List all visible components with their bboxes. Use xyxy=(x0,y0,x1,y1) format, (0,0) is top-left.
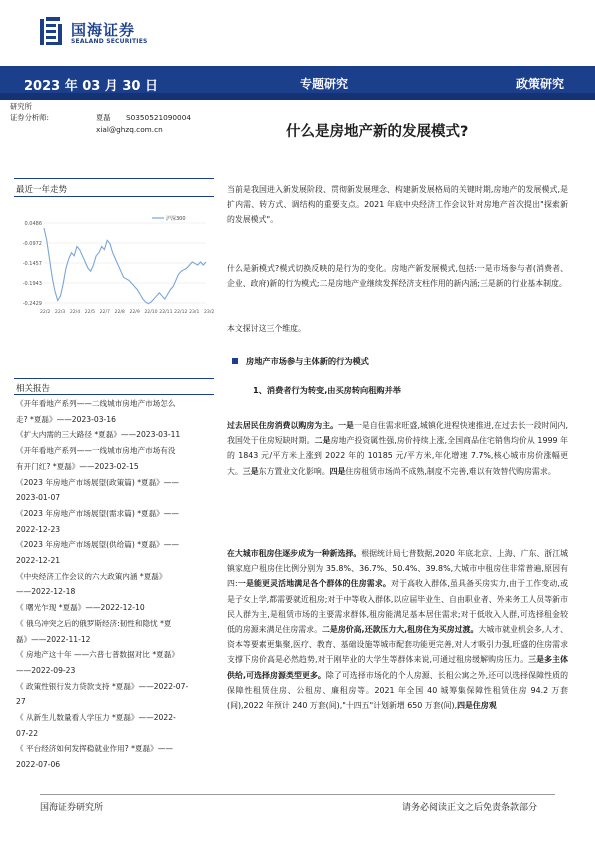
chart-y-tick-label: -0.1943 xyxy=(22,280,42,287)
footer-disclaimer: 请务必阅读正文之后免责条款部分 xyxy=(402,803,538,813)
analyst-label: 证券分析师: xyxy=(10,113,49,122)
report-date: 2023 年 03 月 30 日 xyxy=(24,79,158,94)
brand-logo xyxy=(40,17,160,49)
chart-x-tick-label: 23/2 xyxy=(204,310,214,315)
related-report-line: 《 曙光乍现 *夏磊》——2022-12-10 xyxy=(16,603,145,613)
related-report-line: 《 从新生儿数量看人学压力 *夏磊》——2022- xyxy=(16,713,176,722)
sidebar-rule-trend xyxy=(14,196,214,197)
p4-third-point: 东方置业文化影响。 xyxy=(258,466,330,476)
intro-paragraph: 当前是我国进入新发展阶段、贯彻新发展理念、构建新发展格局的关键时期,房地产的发展模式,是扩内需、转方式、调结构的重要支点。2021 年底中央经济工作会议针对房地产首次提出"探索新的发展模式"。 xyxy=(227,185,568,225)
chart-x-tick-label: 22/12 xyxy=(174,310,188,315)
p4-third-point-lead: 三是 xyxy=(242,466,259,476)
p4-first-point: 一是自住需求旺盛,城镇化进程快速推进,在过去长一段时间内,我国处于住房短缺时期。 xyxy=(227,421,568,446)
related-report-line: 2022-07-06 xyxy=(16,760,61,770)
section-bullet-icon xyxy=(232,358,238,364)
p5-first-point-lead: 一是能更灵活地满足各个群体的住房需求。 xyxy=(237,579,391,589)
brand-name-en: SEALAND SECURITIES xyxy=(71,38,148,45)
p5-third-point: 除了可选择市场化的个人房源、长租公寓之外,还可以选择保障性质的保障性租赁住房、公租房、廉租房等。2021 年全国 40 城筹集保障性租赁住房 94.2 万套(间),2022 年预计 240 万套(间),"十四五"计划新增 650 万套(间), xyxy=(227,670,568,711)
related-report-line: 《 俄乌冲突之后的俄罗斯经济:韧性和隐忧 *夏 xyxy=(16,618,172,628)
chart-y-tick-label: -0.2429 xyxy=(22,300,42,307)
chart-x-tick-label: 22/10 xyxy=(144,310,158,315)
related-report-line: 2022-12-21 xyxy=(16,556,61,565)
chart-y-tick-label: -0.0972 xyxy=(22,240,42,247)
chart-x-tick-label: 22/5 xyxy=(84,310,96,315)
paragraph-3: 本文探讨这三个维度。 xyxy=(227,324,306,333)
analyst-email[interactable]: xial@ghzq.com.cn xyxy=(96,125,163,134)
p5-second-point-lead: 二是房价高,还款压力大,租房住为买房过渡。 xyxy=(321,625,479,635)
p5-fourth-point-lead: 四是住房观 xyxy=(457,701,497,711)
footer-rule xyxy=(40,794,555,795)
chart-x-tick-label: 22/8 xyxy=(114,310,125,315)
report-category: 政策研究 xyxy=(516,77,565,91)
p5-second-point: 大城市就业机会多,人才、资本等要素更集聚,医疗、教育、基础设施等城市配套功能更完善,对人才吸引力强,旺盛的住房需求支撑下房价高是必然趋势,对于刚毕业的大学生等群体来说,可通过租房缓解购房压力。 xyxy=(227,625,568,665)
related-report-line: 2023-01-07 xyxy=(16,493,61,503)
related-report-line: 《2023 年房地产市场展望(需求篇) *夏磊》—— xyxy=(16,508,179,518)
chart-x-tick-label: 22/2 xyxy=(40,310,51,315)
related-report-line: 磊》——2022-11-12 xyxy=(16,634,91,644)
related-report-line: 27 xyxy=(16,697,26,707)
sidebar-rule-related-bottom xyxy=(14,394,214,395)
sub-heading: 1、消费者行为转变,由买房转向租购并举 xyxy=(253,385,401,395)
related-report-line: 《开年看地产系列——二线城市房地产市场怎么 xyxy=(16,399,176,408)
paragraph-2: 什么是新模式?模式切换反映的是行为的变化。房地产新发展模式,包括:一是市场参与者(消费者、企业、政府)新的行为模式;二是房地产业继续发挥经济支柱作用的新内涵;三是新的行业基本制度。 xyxy=(227,264,568,289)
related-report-line: ——2022-12-18 xyxy=(16,587,76,597)
chart-grid xyxy=(44,223,206,303)
p5-lead: 在大城市租房住逐步成为一种新选择。 xyxy=(227,549,362,558)
related-report-line: 《2023 年房地产市场展望(政策篇) *夏磊》—— xyxy=(16,477,179,487)
chart-y-ticks xyxy=(23,221,42,307)
brand-name-cn: 国海证券 xyxy=(71,21,136,39)
p4-first-point-lead: 一是 xyxy=(338,421,354,430)
p4-lead: 过去居民住房消费以购房为主。 xyxy=(227,421,339,430)
analyst-name: 夏磊 xyxy=(96,113,111,122)
series-line-hs300 xyxy=(44,228,206,304)
trend-title: 最近一年走势 xyxy=(16,185,68,195)
p4-fourth-point-lead: 四是 xyxy=(329,466,346,476)
p4-second-point-lead: 二是 xyxy=(314,436,331,446)
related-report-line: 《开年看地产系列——一线城市房地产市场有没 xyxy=(16,446,176,456)
chart-x-tick-label: 22/4 xyxy=(69,310,81,315)
p4-fourth-point: 住房租赁市场尚不成熟,制度不完善,难以有效替代购房需求。 xyxy=(345,466,556,476)
sidebar-rule-top xyxy=(14,178,214,179)
related-report-line: 《 平台经济如何发挥稳就业作用? *夏磊》—— xyxy=(16,744,173,754)
related-report-line: 《2023 年房地产市场展望(供给篇) *夏磊》—— xyxy=(16,540,179,550)
footer-org: 国海证券研究所 xyxy=(40,803,104,813)
related-report-line: ——2022-09-23 xyxy=(16,665,76,675)
section-heading: 房地产市场参与主体新的行为模式 xyxy=(246,356,369,366)
p4-second-point: 房地产投资属性强,房价持续上涨,全国商品住宅销售均价从 1999 年的 1843 元/平方米上涨到 2022 年的 10185 元/平方米,年化增速 7.7%,核心城市房价涨幅更大。 xyxy=(227,436,568,476)
p5-third-point-lead: 三是多主体供给,可选择房源类型更多。 xyxy=(227,655,568,680)
related-report-line: 《 政策性银行发力贷款支持 *夏磊》——2022-07- xyxy=(16,681,189,691)
related-report-line: 走? *夏磊》——2023-03-16 xyxy=(16,414,116,424)
related-report-line: 07-22 xyxy=(16,728,39,738)
sidebar-rule-related xyxy=(14,378,214,379)
chart-x-ticks xyxy=(40,309,214,315)
org-label: 研究所 xyxy=(10,102,32,111)
paragraph-4 xyxy=(227,418,568,479)
related-report-line: 《 房地产这十年 ——六普七普数据对比 *夏磊》 xyxy=(16,650,179,660)
chart-x-tick-label: 22/9 xyxy=(129,310,140,315)
related-report-line: 《中央经济工作会议的六大政策内涵 *夏磊》 xyxy=(16,571,167,581)
chart-x-tick-label: 22/11 xyxy=(159,310,173,315)
paragraph-5 xyxy=(227,546,568,713)
logo-mark-icon xyxy=(40,17,66,47)
header-banner-stripe xyxy=(0,93,595,100)
p5-first-point: 对于高收入群体,虽具备买房实力,由于工作变动,或是子女上学,都需要就近租房;对于中等收入群体,以应届毕业生、自由职业者、外来务工人员等新市民人群为主,是租赁市场的主要需求群体,租房能满足基本居住需求;对于低收入人群,可选择租金较低的房源来满足住房需求。 xyxy=(227,579,568,635)
related-report-line: 2022-12-23 xyxy=(16,524,61,534)
chart-x-tick-label: 22/3 xyxy=(54,310,66,315)
related-report-line: 有开门红? *夏磊》——2023-02-15 xyxy=(16,461,139,471)
chart-y-tick-label: -0.1457 xyxy=(22,260,42,267)
chart-x-tick-label: 22/7 xyxy=(99,310,110,315)
chart-y-tick-label: 0.0486 xyxy=(24,220,42,227)
p5-intro: 根据统计局七普数据,2020 年底北京、上海、广东、浙江城镇家庭户租房住比例分别为 35.8%、36.7%、50.4%、39.8%,大城市中租房住非常普遍,原因有四: xyxy=(227,549,568,589)
chart-x-tick-label: 23/1 xyxy=(189,310,200,315)
legend-label: 沪深300 xyxy=(166,216,186,222)
related-report-line: 《扩大内需的三大路径 *夏磊》——2023-03-11 xyxy=(16,430,181,440)
report-title: 什么是房地产新的发展模式? xyxy=(286,124,469,140)
analyst-license: S0350521090004 xyxy=(126,113,191,122)
report-type: 专题研究 xyxy=(300,77,349,91)
trend-chart xyxy=(14,203,214,318)
related-title: 相关报告 xyxy=(16,384,51,394)
